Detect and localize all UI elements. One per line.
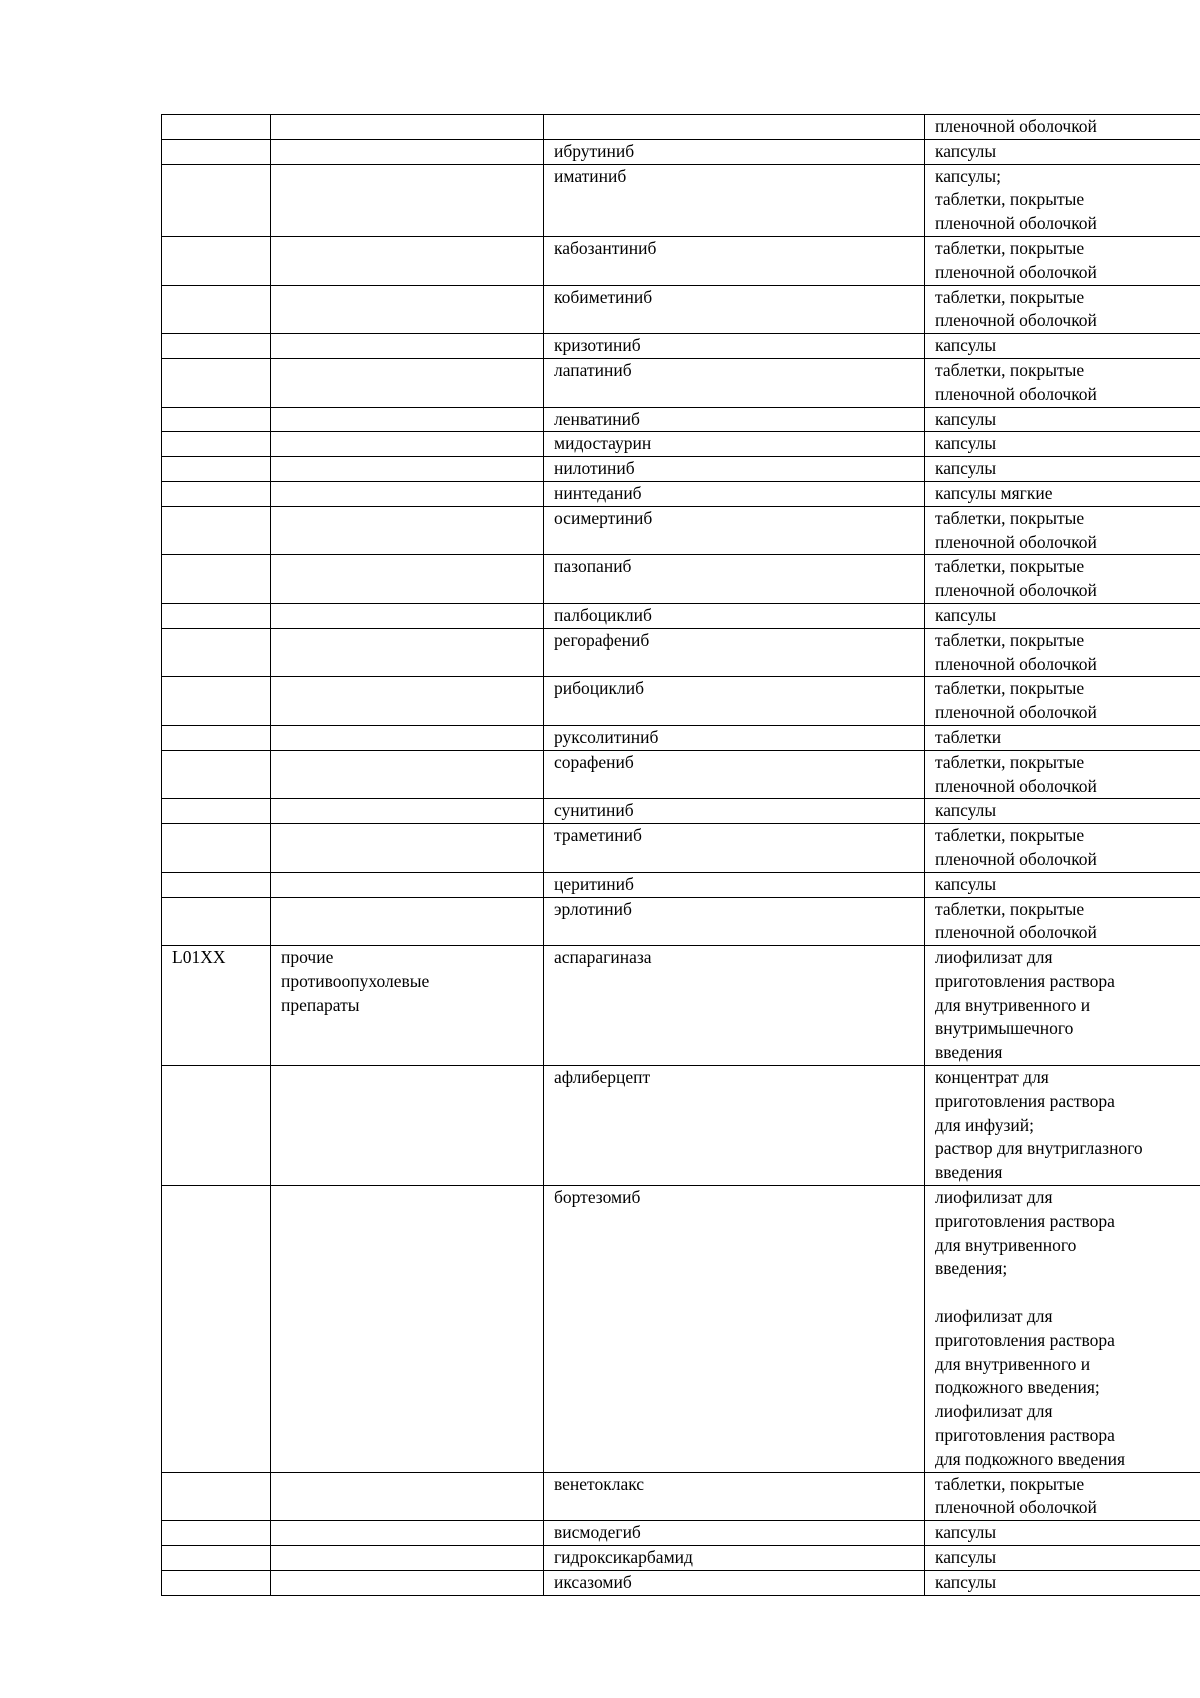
drug-name-cell-text: гидроксикарбамид [554,1547,693,1568]
group-cell [271,481,544,506]
code-cell [162,1472,271,1521]
group-cell [271,1186,544,1473]
code-cell [162,481,271,506]
code-cell-text [172,1473,260,1497]
drug-name-cell [544,824,925,873]
dosage-form-cell [925,1546,1200,1571]
drug-name-cell-text: мидостаурин [554,433,652,454]
table-row [162,897,1200,946]
group-cell [271,432,544,457]
table-row [162,1570,1200,1595]
dosage-form-cell-line: пленочной оболочкой [935,775,1097,796]
code-cell [162,334,271,359]
code-cell [162,457,271,482]
drug-name-cell-text: афлиберцепт [554,1067,651,1088]
drug-name-cell [544,872,925,897]
code-cell [162,1521,271,1546]
code-cell [162,285,271,334]
group-cell [271,1546,544,1571]
code-cell-text [172,334,260,358]
drug-name-cell [544,1066,925,1186]
dosage-form-cell-line: таблетки, покрытые [935,629,1085,650]
dosage-form-cell-line: пленочной оболочкой [935,653,1097,674]
code-cell-text [172,629,260,653]
drug-name-cell-text: церитиниб [554,873,634,894]
dosage-form-cell [925,236,1200,285]
table-row [162,506,1200,555]
group-cell-line: прочие [281,947,334,968]
drug-name-cell [544,115,925,140]
drug-name-cell-text: сорафениб [554,751,634,772]
code-cell [162,1066,271,1186]
table-body [162,115,1200,1596]
group-cell [271,358,544,407]
drug-name-cell [544,750,925,799]
code-cell [162,725,271,750]
table-row [162,236,1200,285]
group-cell [271,946,544,1066]
dosage-form-cell [925,358,1200,407]
drug-name-cell-text: осимертиниб [554,507,653,528]
table-row [162,481,1200,506]
table-row [162,139,1200,164]
group-cell [271,725,544,750]
drug-name-cell-text: нинтеданиб [554,482,642,503]
dosage-form-cell-line: для внутривенного [935,1234,1077,1255]
dosage-form-cell [925,750,1200,799]
drug-name-cell-text: сунитиниб [554,800,634,821]
code-cell-text [172,408,260,432]
group-cell [271,139,544,164]
dosage-form-cell [925,1186,1200,1473]
group-cell [271,603,544,628]
dosage-form-cell-line: пленочной оболочкой [935,116,1097,136]
dosage-form-cell-line: капсулы [935,335,997,356]
code-cell-text [172,604,260,628]
dosage-form-cell-line: пленочной оболочкой [935,922,1097,943]
code-cell [162,799,271,824]
table-row [162,603,1200,628]
drug-name-cell-text: пазопаниб [554,556,632,577]
table-row [162,432,1200,457]
dosage-form-cell [925,481,1200,506]
drug-name-cell [544,164,925,236]
group-cell [271,334,544,359]
table-row [162,1066,1200,1186]
group-cell [271,677,544,726]
dosage-form-cell [925,603,1200,628]
drug-name-cell [544,897,925,946]
drug-name-cell [544,1521,925,1546]
dosage-form-cell [925,164,1200,236]
code-cell [162,946,271,1066]
code-cell [162,164,271,236]
dosage-form-cell-line: капсулы мягкие [935,482,1053,503]
dosage-form-cell [925,946,1200,1066]
code-cell-text [172,873,260,897]
code-cell [162,750,271,799]
drug-name-cell [544,628,925,677]
dosage-form-cell-line: капсулы [935,408,997,429]
dosage-form-cell-line: для инфузий; [935,1114,1034,1135]
table-row [162,115,1200,140]
table-row [162,824,1200,873]
dosage-form-cell-line: для подкожного введения [935,1448,1125,1469]
group-cell [271,799,544,824]
dosage-form-cell-line: для внутривенного и [935,994,1091,1015]
table-row [162,677,1200,726]
group-cell [271,872,544,897]
drug-table [161,114,1200,1596]
drug-name-cell [544,457,925,482]
table-row [162,750,1200,799]
dosage-form-cell-line: таблетки, покрытые [935,678,1085,699]
dosage-form-cell [925,457,1200,482]
drug-name-cell [544,432,925,457]
dosage-form-cell-line: таблетки, покрытые [935,237,1085,258]
dosage-form-cell-line: таблетки, покрытые [935,189,1085,210]
code-cell [162,1570,271,1595]
code-cell [162,628,271,677]
table-row [162,285,1200,334]
dosage-form-cell-line: капсулы; [935,165,1002,186]
group-cell [271,897,544,946]
code-cell [162,897,271,946]
code-cell-text [172,555,260,579]
drug-name-cell [544,725,925,750]
code-cell-text [172,726,260,750]
dosage-form-cell-line: приготовления раствора [935,1090,1115,1111]
table-row [162,334,1200,359]
drug-name-cell-text: аспарагиназа [554,947,652,968]
group-cell [271,628,544,677]
table-row [162,872,1200,897]
drug-name-cell [544,799,925,824]
dosage-form-cell-line: приготовления раствора [935,970,1115,991]
drug-name-cell [544,285,925,334]
drug-name-cell-text: иксазомиб [554,1571,632,1592]
dosage-form-cell-line: пленочной оболочкой [935,531,1097,552]
code-cell-text [172,237,260,261]
code-cell-text [172,286,260,310]
code-cell [162,824,271,873]
drug-name-cell-text: регорафениб [554,629,650,650]
table-row [162,457,1200,482]
code-cell [162,1546,271,1571]
dosage-form-cell [925,725,1200,750]
dosage-form-cell [925,555,1200,604]
dosage-form-cell [925,139,1200,164]
drug-name-cell [544,555,925,604]
dosage-form-cell-line: лиофилизат для [935,1401,1053,1422]
drug-name-cell-text: кобиметиниб [554,286,653,307]
dosage-form-cell [925,897,1200,946]
code-cell-text [172,482,260,506]
code-cell [162,677,271,726]
group-cell [271,457,544,482]
drug-name-cell-text: ибрутиниб [554,140,635,161]
drug-name-cell [544,1570,925,1595]
code-cell [162,555,271,604]
group-cell [271,407,544,432]
drug-name-cell-text: бортезомиб [554,1187,641,1208]
dosage-form-cell-line: пленочной оболочкой [935,702,1097,723]
code-cell-text [172,677,260,701]
dosage-form-cell-line: капсулы [935,873,997,894]
code-cell-text [172,898,260,922]
drug-name-cell-text: нилотиниб [554,458,635,479]
dosage-form-cell-line: пленочной оболочкой [935,213,1097,234]
code-cell-text [172,1186,260,1210]
dosage-form-cell [925,506,1200,555]
drug-name-cell-text: эрлотиниб [554,898,632,919]
table-row [162,1546,1200,1571]
code-cell [162,506,271,555]
dosage-form-cell-line: капсулы [935,140,997,161]
code-cell-text [172,751,260,775]
drug-name-cell [544,506,925,555]
drug-name-cell-text: висмодегиб [554,1522,641,1543]
group-cell [271,1066,544,1186]
dosage-form-cell-line: капсулы [935,433,997,454]
code-cell-text [172,432,260,456]
dosage-form-cell-line: таблетки, покрытые [935,898,1085,919]
dosage-form-cell-line: капсулы [935,1547,997,1568]
code-cell [162,432,271,457]
dosage-form-cell-line: таблетки, покрытые [935,1473,1085,1494]
dosage-form-cell-line: пленочной оболочкой [935,383,1097,404]
dosage-form-cell-line: введения [935,1162,1003,1183]
group-cell [271,824,544,873]
dosage-form-cell [925,799,1200,824]
dosage-form-cell-line: приготовления раствора [935,1210,1115,1231]
code-cell-text [172,507,260,531]
group-cell [271,236,544,285]
group-cell [271,1472,544,1521]
drug-name-cell-text [554,115,914,139]
dosage-form-cell-line: для внутривенного и [935,1353,1091,1374]
group-cell [271,1570,544,1595]
dosage-form-cell-line: таблетки, покрытые [935,286,1085,307]
group-cell-line: препараты [281,994,360,1015]
dosage-form-cell [925,1472,1200,1521]
table-row [162,1186,1200,1473]
drug-name-cell-text: кризотиниб [554,335,641,356]
dosage-form-cell [925,1521,1200,1546]
code-cell-text [172,799,260,823]
dosage-form-cell-line: лиофилизат для [935,1187,1053,1208]
dosage-form-cell-line: капсулы [935,604,997,625]
group-cell [271,164,544,236]
dosage-form-cell-line: пленочной оболочкой [935,1497,1097,1518]
table-row [162,725,1200,750]
drug-name-cell-text: иматиниб [554,165,627,186]
table-row [162,407,1200,432]
drug-name-cell [544,1546,925,1571]
group-cell [271,1521,544,1546]
dosage-form-cell [925,1570,1200,1595]
dosage-form-cell-line: капсулы [935,800,997,821]
drug-name-cell-text: ленватиниб [554,408,640,429]
drug-name-cell-text: руксолитиниб [554,726,659,747]
table-row [162,946,1200,1066]
dosage-form-cell-line: раствор для внутриглазного [935,1138,1143,1159]
dosage-form-cell-line: лиофилизат для [935,947,1053,968]
code-cell-text [172,165,260,189]
code-cell [162,872,271,897]
code-cell-text [172,1521,260,1545]
group-cell [271,285,544,334]
dosage-form-cell [925,432,1200,457]
drug-name-cell-text: венетоклакс [554,1473,645,1494]
dosage-form-cell-line: капсулы [935,1522,997,1543]
drug-name-cell [544,1186,925,1473]
drug-name-cell [544,1472,925,1521]
dosage-form-cell-line: таблетки, покрытые [935,825,1085,846]
dosage-form-cell-line [935,1281,1200,1305]
group-cell-line: противоопухолевые [281,970,430,991]
dosage-form-cell-line: таблетки [935,726,1002,747]
drug-name-cell [544,677,925,726]
code-cell-text: L01XX [172,947,226,968]
drug-name-cell [544,236,925,285]
dosage-form-cell [925,285,1200,334]
code-cell [162,407,271,432]
group-cell [271,750,544,799]
dosage-form-cell-line: таблетки, покрытые [935,507,1085,528]
dosage-form-cell-line: таблетки, покрытые [935,751,1085,772]
table-row [162,555,1200,604]
table-row [162,1472,1200,1521]
dosage-form-cell-line: приготовления раствора [935,1329,1115,1350]
dosage-form-cell-line: таблетки, покрытые [935,359,1085,380]
drug-name-cell-text: кабозантиниб [554,237,657,258]
code-cell [162,603,271,628]
group-cell [271,115,544,140]
group-cell [271,506,544,555]
table-row [162,358,1200,407]
code-cell-text [172,1546,260,1570]
dosage-form-cell-line: пленочной оболочкой [935,848,1097,869]
drug-name-cell [544,407,925,432]
code-cell-text [172,359,260,383]
dosage-form-cell [925,677,1200,726]
code-cell-text [172,1066,260,1090]
drug-name-cell [544,603,925,628]
dosage-form-cell [925,407,1200,432]
dosage-form-cell [925,334,1200,359]
table-row [162,628,1200,677]
code-cell-text [172,140,260,164]
drug-name-cell [544,481,925,506]
dosage-form-cell-line: пленочной оболочкой [935,310,1097,331]
dosage-form-cell-line: концентрат для [935,1067,1049,1088]
code-cell-text [172,824,260,848]
dosage-form-cell-line: введения [935,1042,1003,1063]
dosage-form-cell-line: пленочной оболочкой [935,261,1097,282]
drug-name-cell [544,139,925,164]
drug-name-cell [544,334,925,359]
drug-name-cell-text: рибоциклиб [554,678,645,699]
drug-name-cell-text: палбоциклиб [554,604,652,625]
drug-name-cell [544,358,925,407]
dosage-form-cell-line: таблетки, покрытые [935,556,1085,577]
code-cell [162,1186,271,1473]
table-row [162,164,1200,236]
dosage-form-cell-line: введения; [935,1258,1008,1279]
dosage-form-cell [925,1066,1200,1186]
code-cell [162,358,271,407]
dosage-form-cell [925,115,1200,140]
code-cell [162,236,271,285]
drug-name-cell [544,946,925,1066]
dosage-form-cell [925,824,1200,873]
dosage-form-cell-line: внутримышечного [935,1018,1074,1039]
code-cell [162,115,271,140]
dosage-form-cell-line: капсулы [935,458,997,479]
dosage-form-cell [925,872,1200,897]
table-row [162,1521,1200,1546]
dosage-form-cell-line: подкожного введения; [935,1377,1100,1398]
dosage-form-cell-line: пленочной оболочкой [935,580,1097,601]
dosage-form-cell-line: капсулы [935,1571,997,1592]
drug-name-cell-text: траметиниб [554,825,642,846]
group-cell [271,555,544,604]
dosage-form-cell-line: лиофилизат для [935,1306,1053,1327]
dosage-form-cell [925,628,1200,677]
drug-name-cell-text: лапатиниб [554,359,632,380]
code-cell-text [172,1571,260,1595]
dosage-form-cell-line: приготовления раствора [935,1425,1115,1446]
code-cell [162,139,271,164]
code-cell-text [172,457,260,481]
table-row [162,799,1200,824]
code-cell-text [172,115,260,139]
